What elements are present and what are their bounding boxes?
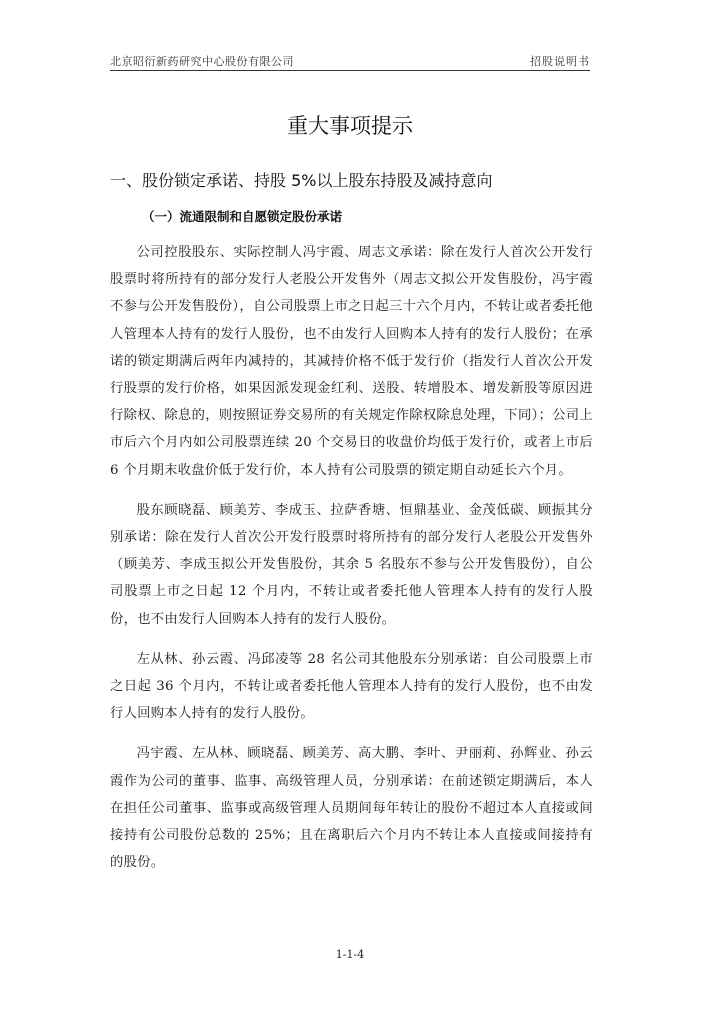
subsection-heading: （一）流通限制和自愿锁定股份承诺 — [142, 209, 343, 224]
document-body — [110, 239, 593, 889]
page-title: 重大事项提示 — [287, 114, 413, 138]
header-company-name: 北京昭衍新药研究中心股份有限公司 — [110, 55, 294, 68]
paragraph-major-shareholders: 股东顾晓磊、顾美芳、李成玉、拉萨香塘、恒鼎基业、金茂低碳、顾振其分别承诺：除在发行人首次公开发行股票时将所持有的部分发行人老股公开发售外（顾美芳、李成玉拟公开发售股份，其余 5 名股东不参与公开发售股份），自公司股票上市之日起 12 个月内，不转让或者委托他人管理本人持有的发行人股份，也不由发行人回购本人持有的发行人股份。 — [110, 502, 593, 627]
header-document-type: 招股说明书 — [530, 55, 590, 68]
page-number: 1-1-4 — [335, 948, 365, 961]
section-heading: 一、股份锁定承诺、持股 5%以上股东持股及减持意向 — [110, 171, 493, 190]
page-header — [110, 50, 590, 71]
paragraph-other-shareholders: 左从林、孙云霞、冯邱凌等 28 名公司其他股东分别承诺：自公司股票上市之日起 36 个月内，不转让或者委托他人管理本人持有的发行人股份，也不由发行人回购本人持有的发行人股份。 — [110, 651, 593, 722]
paragraph-directors-supervisors: 冯宇霞、左从林、顾晓磊、顾美芳、高大鹏、李叶、尹丽莉、孙辉业、孙云霞作为公司的董事、监事、高级管理人员，分别承诺：在前述锁定期满后，本人在担任公司董事、监事或高级管理人员期间每年转让的股份不超过本人直接或间接持有公司股份总数的 25%；且在离职后六个月内不转让本人直接或间接持有的股份。 — [110, 746, 593, 871]
paragraph-controlling-shareholders: 公司控股股东、实际控制人冯宇霞、周志文承诺：除在发行人首次公开发行股票时将所持有的部分发行人老股公开发售外（周志文拟公开发售股份，冯宇霞不参与公开发售股份），自公司股票上市之日起三十六个月内，不转让或者委托他人管理本人持有的发行人股份，也不由发行人回购本人持有的发行人股份；在承诺的锁定期满后两年内减持的，其减持价格不低于发行价（指发行人首次公开发行股票的发行价格，如果因派发现金红利、送股、转增股本、增发新股等原因进行除权、除息的，则按照证券交易所的有关规定作除权除息处理，下同）；公司上市后六个月内如公司股票连续 20 个交易日的收盘价均低于发行价，或者上市后 6 个月期末收盘价低于发行价，本人持有公司股票的锁定期自动延长六个月。 — [110, 245, 593, 478]
